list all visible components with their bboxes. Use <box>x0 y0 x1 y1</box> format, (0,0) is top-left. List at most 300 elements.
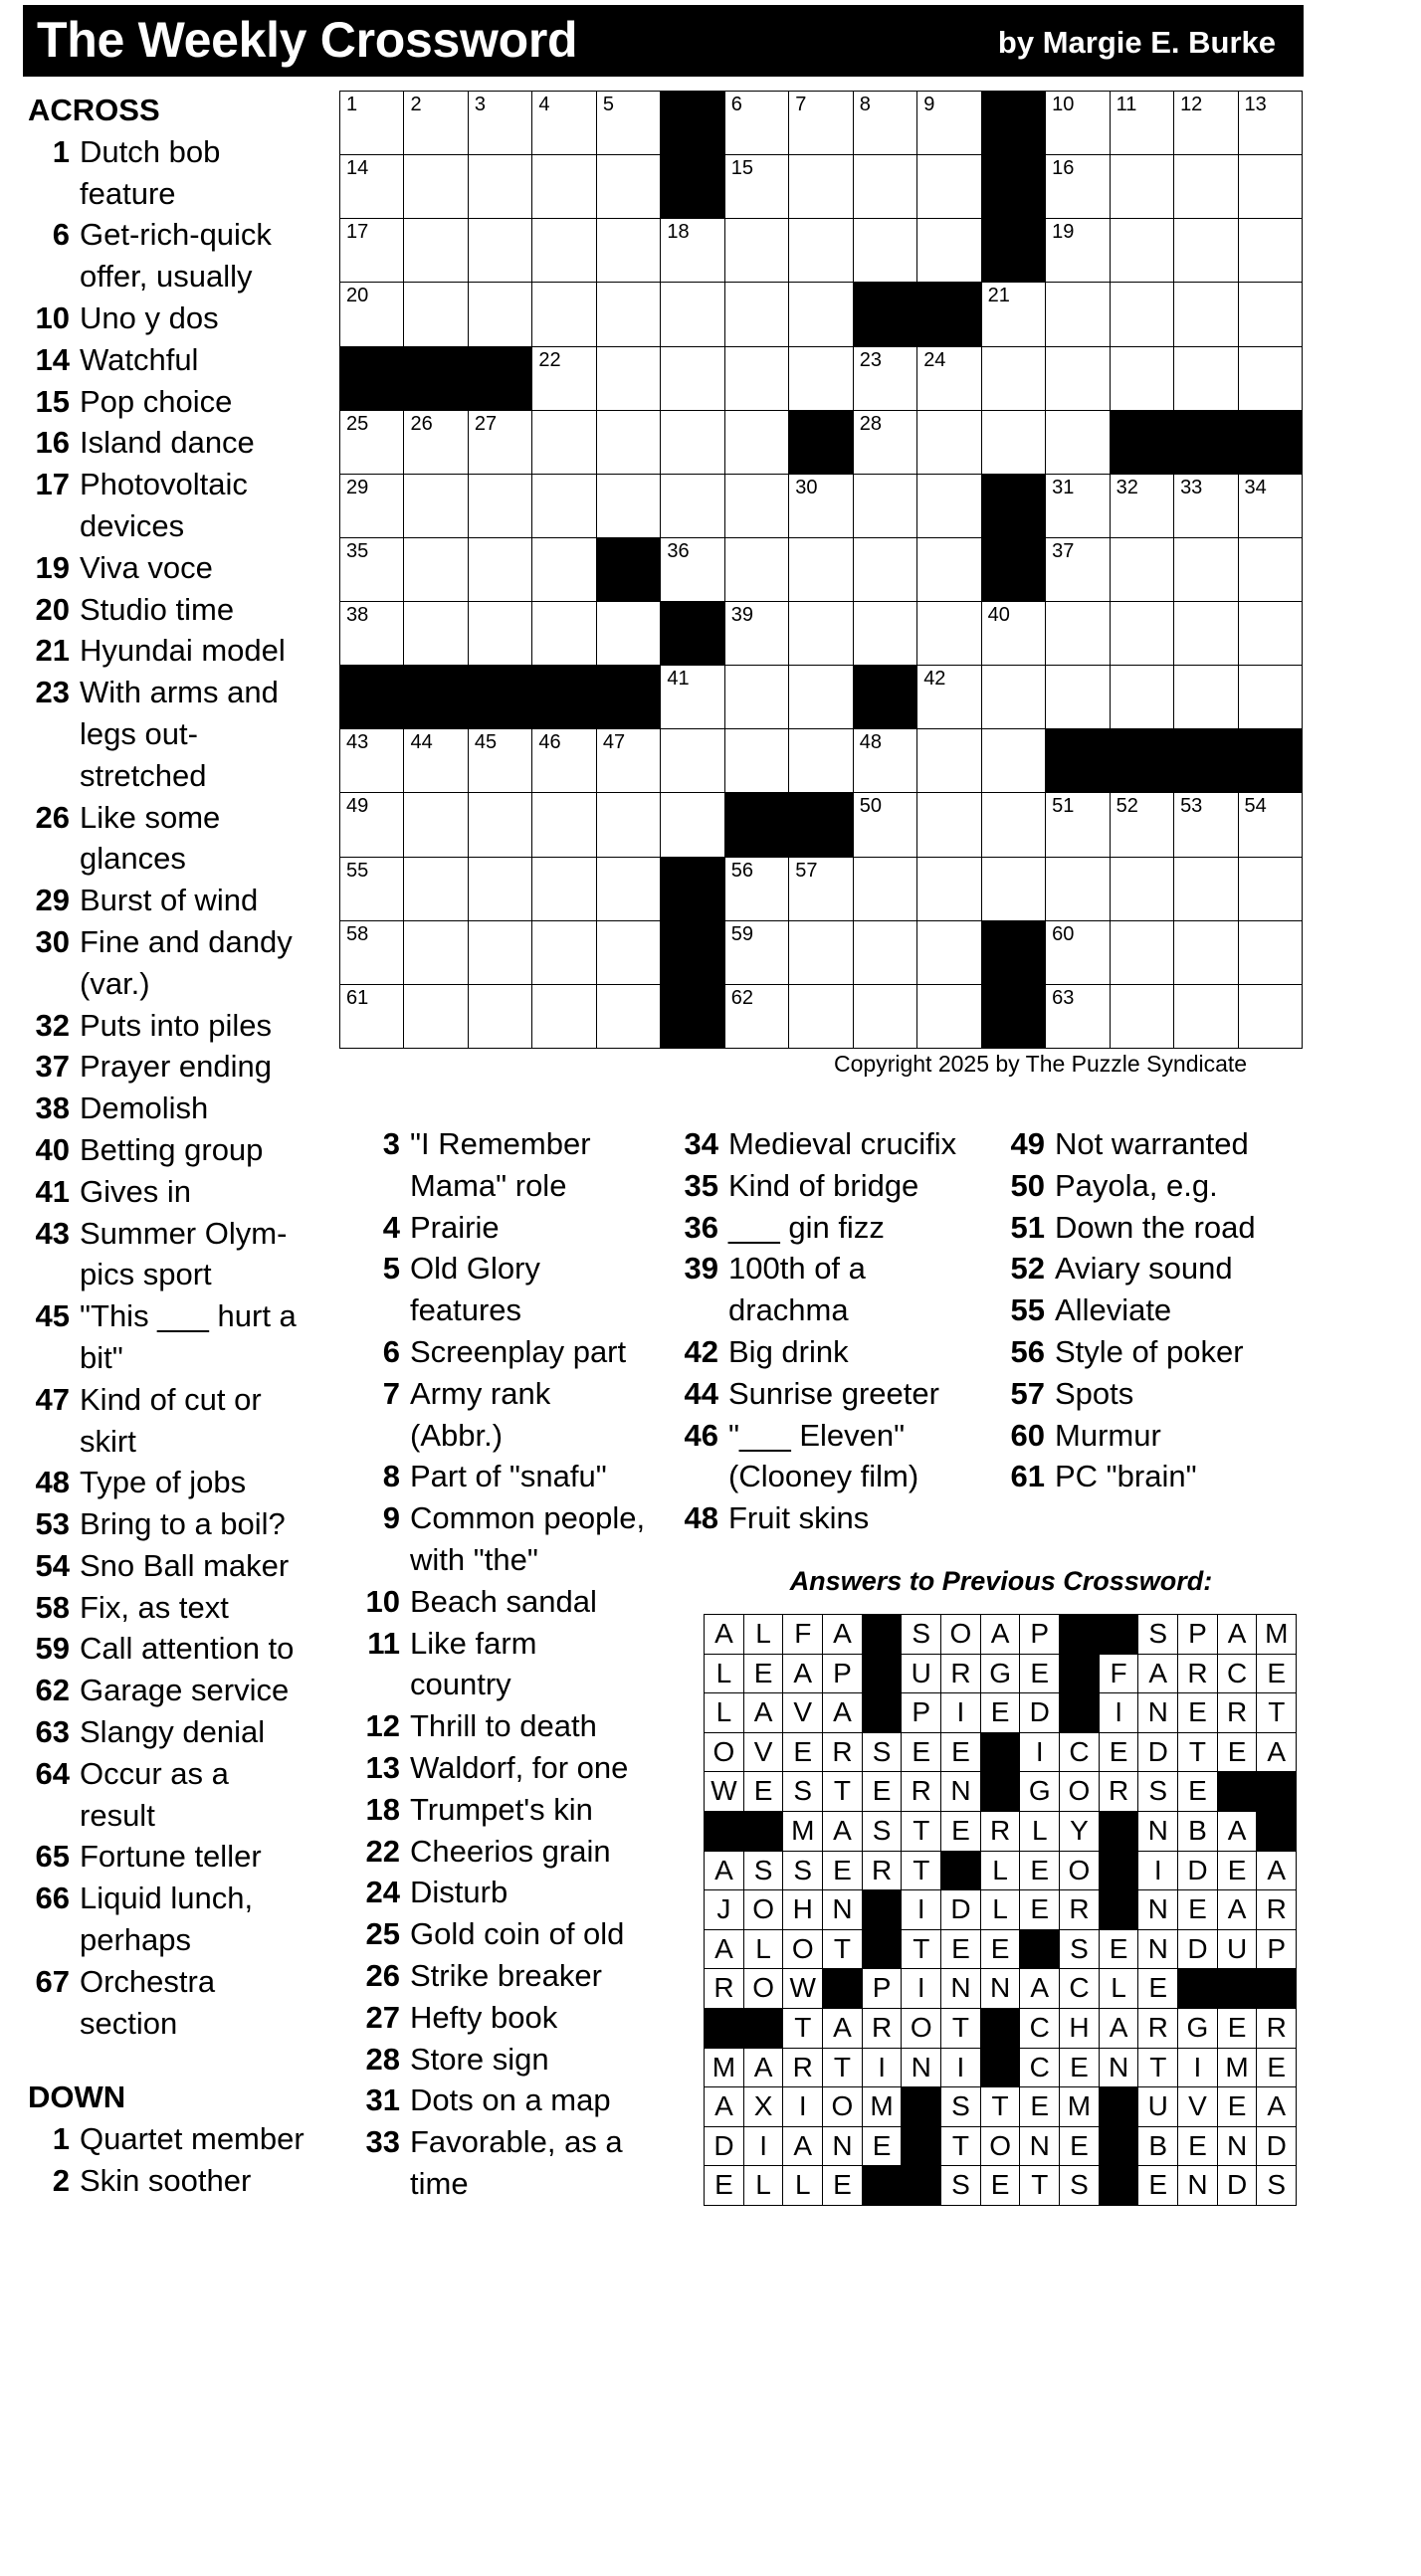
grid-cell[interactable] <box>1238 984 1304 1050</box>
grid-cell[interactable] <box>916 218 982 284</box>
grid-cell[interactable] <box>1045 346 1111 412</box>
clue-text <box>410 1872 675 1913</box>
grid-cell[interactable] <box>1173 346 1239 412</box>
grid-cell[interactable] <box>339 728 405 794</box>
answer-cell: E <box>901 1732 941 1773</box>
grid-cell[interactable] <box>531 474 597 539</box>
grid-cell[interactable] <box>1238 857 1304 922</box>
grid-cell[interactable] <box>981 410 1047 476</box>
cell-number: 12 <box>1180 94 1203 115</box>
clue-line: Thrill to death <box>410 1708 597 1744</box>
grid-cell[interactable] <box>1110 218 1175 284</box>
clue-item <box>28 2160 344 2202</box>
clue-number: 1 <box>52 133 70 169</box>
clue-item <box>358 1831 675 1873</box>
answer-cell: N <box>822 2126 863 2167</box>
grid-cell[interactable] <box>916 984 982 1050</box>
grid-cell[interactable] <box>981 282 1047 347</box>
grid-cell[interactable] <box>1173 537 1239 603</box>
grid-cell[interactable] <box>916 601 982 667</box>
answer-cell: R <box>862 1851 903 1891</box>
answer-cell: S <box>782 1771 823 1812</box>
grid-cell[interactable] <box>788 984 854 1050</box>
grid-cell[interactable] <box>1173 857 1239 922</box>
grid-cell[interactable] <box>403 857 469 922</box>
grid-block <box>468 665 533 730</box>
grid-cell[interactable] <box>596 984 662 1050</box>
answer-block <box>1256 1968 1297 2009</box>
grid-cell[interactable] <box>1045 537 1111 603</box>
grid-cell[interactable] <box>1110 920 1175 986</box>
grid-cell[interactable] <box>339 857 405 922</box>
grid-cell[interactable] <box>1238 920 1304 986</box>
grid-cell[interactable] <box>916 474 982 539</box>
answers-grid <box>704 1614 1296 2205</box>
grid-cell[interactable] <box>1238 601 1304 667</box>
answer-cell: A <box>704 2086 744 2127</box>
grid-cell[interactable] <box>531 218 597 284</box>
clue-item <box>28 1628 344 1670</box>
answer-cell: A <box>782 1654 823 1694</box>
puzzle-title: The Weekly Crossword <box>37 12 578 68</box>
grid-cell[interactable] <box>468 601 533 667</box>
grid-cell[interactable] <box>531 346 597 412</box>
grid-cell[interactable] <box>981 601 1047 667</box>
grid-cell[interactable] <box>1045 282 1111 347</box>
grid-cell[interactable] <box>531 91 597 156</box>
grid-cell[interactable] <box>531 537 597 603</box>
grid-cell[interactable] <box>596 728 662 794</box>
grid-cell[interactable] <box>403 601 469 667</box>
grid-cell[interactable] <box>788 601 854 667</box>
clue-line: Part of "snafu" <box>410 1459 607 1494</box>
answer-cell: I <box>901 1889 941 1930</box>
grid-cell[interactable] <box>468 920 533 986</box>
answer-cell: E <box>1059 2048 1100 2088</box>
clue-text <box>80 921 344 1005</box>
grid-cell[interactable] <box>1110 792 1175 858</box>
grid-cell[interactable] <box>531 792 597 858</box>
cell-number: 37 <box>1052 539 1075 562</box>
grid-cell[interactable] <box>339 920 405 986</box>
grid-cell[interactable] <box>1173 984 1239 1050</box>
answer-cell: N <box>1217 2126 1258 2167</box>
grid-cell[interactable] <box>596 474 662 539</box>
grid-cell[interactable] <box>853 857 918 922</box>
clue-line: With arms and <box>80 675 279 710</box>
grid-cell[interactable] <box>596 282 662 347</box>
grid-cell[interactable] <box>403 920 469 986</box>
grid-cell[interactable] <box>724 601 790 667</box>
down-clues-col1 <box>28 2077 344 2201</box>
grid-cell[interactable] <box>853 984 918 1050</box>
grid-cell[interactable] <box>596 857 662 922</box>
grid-cell[interactable] <box>1045 601 1111 667</box>
answer-cell: T <box>940 2126 981 2167</box>
grid-cell[interactable] <box>531 601 597 667</box>
clue-item <box>1003 1207 1312 1249</box>
answer-cell: M <box>1217 2048 1258 2088</box>
clue-item <box>28 1379 344 1463</box>
grid-cell[interactable] <box>468 91 533 156</box>
grid-cell[interactable] <box>916 91 982 156</box>
clue-number: 22 <box>365 1833 400 1869</box>
grid-cell[interactable] <box>468 984 533 1050</box>
answer-block <box>980 2048 1021 2088</box>
grid-cell[interactable] <box>788 728 854 794</box>
clue-item <box>28 1213 344 1296</box>
grid-cell[interactable] <box>403 474 469 539</box>
grid-cell[interactable] <box>1173 91 1239 156</box>
grid-cell[interactable] <box>468 474 533 539</box>
clue-number: 52 <box>1010 1251 1045 1287</box>
clue-item <box>28 1171 344 1213</box>
grid-cell[interactable] <box>531 728 597 794</box>
grid-cell[interactable] <box>1238 282 1304 347</box>
grid-cell[interactable] <box>531 857 597 922</box>
clue-line: Style of poker <box>1055 1333 1244 1369</box>
grid-cell[interactable] <box>403 410 469 476</box>
grid-cell[interactable] <box>468 218 533 284</box>
clue-line: Screenplay part <box>410 1333 627 1369</box>
grid-block <box>916 282 982 347</box>
grid-cell[interactable] <box>596 792 662 858</box>
grid-cell[interactable] <box>916 792 982 858</box>
grid-cell[interactable] <box>724 154 790 220</box>
clue-text <box>80 2160 344 2202</box>
grid-cell[interactable] <box>339 537 405 603</box>
grid-cell[interactable] <box>724 410 790 476</box>
answer-cell: E <box>1217 1732 1258 1773</box>
answer-cell: E <box>743 1654 784 1694</box>
answer-block <box>862 1614 903 1655</box>
answer-cell: L <box>743 1614 784 1655</box>
grid-cell[interactable] <box>1110 984 1175 1050</box>
clue-number: 46 <box>684 1417 718 1453</box>
cell-number: 17 <box>346 221 369 244</box>
grid-cell[interactable] <box>339 792 405 858</box>
grid-cell[interactable] <box>788 857 854 922</box>
grid-cell[interactable] <box>403 154 469 220</box>
grid-cell[interactable] <box>403 282 469 347</box>
answer-cell: A <box>1019 1968 1060 2009</box>
grid-block <box>339 665 405 730</box>
answer-cell: E <box>822 2165 863 2206</box>
cell-number: 31 <box>1052 476 1075 498</box>
grid-cell[interactable] <box>339 91 405 156</box>
grid-cell[interactable] <box>339 601 405 667</box>
grid-cell[interactable] <box>660 792 725 858</box>
grid-cell[interactable] <box>1110 282 1175 347</box>
grid-cell[interactable] <box>339 282 405 347</box>
grid-cell[interactable] <box>724 537 790 603</box>
grid-cell[interactable] <box>468 282 533 347</box>
grid-cell[interactable] <box>596 91 662 156</box>
grid-cell[interactable] <box>981 665 1047 730</box>
grid-cell[interactable] <box>339 154 405 220</box>
grid-cell[interactable] <box>1110 346 1175 412</box>
grid-cell[interactable] <box>1110 154 1175 220</box>
clue-text <box>410 2039 675 2081</box>
answer-cell: I <box>862 2048 903 2088</box>
grid-cell[interactable] <box>1173 601 1239 667</box>
grid-cell[interactable] <box>1238 537 1304 603</box>
grid-cell[interactable] <box>788 346 854 412</box>
grid-cell[interactable] <box>596 346 662 412</box>
grid-cell[interactable] <box>531 984 597 1050</box>
grid-cell[interactable] <box>788 154 854 220</box>
cell-number: 23 <box>859 348 882 371</box>
grid-cell[interactable] <box>1045 665 1111 730</box>
grid-cell[interactable] <box>1173 920 1239 986</box>
grid-cell[interactable] <box>1238 154 1304 220</box>
clue-text <box>80 1836 344 1878</box>
grid-cell[interactable] <box>724 474 790 539</box>
grid-cell[interactable] <box>660 728 725 794</box>
grid-cell[interactable] <box>788 91 854 156</box>
grid-cell[interactable] <box>724 218 790 284</box>
grid-cell[interactable] <box>1173 218 1239 284</box>
clue-line: drachma <box>728 1292 849 1328</box>
grid-cell[interactable] <box>724 920 790 986</box>
grid-cell[interactable] <box>788 474 854 539</box>
grid-cell[interactable] <box>981 792 1047 858</box>
grid-cell[interactable] <box>660 537 725 603</box>
grid-cell[interactable] <box>1110 665 1175 730</box>
grid-cell[interactable] <box>788 665 854 730</box>
clue-text <box>80 1587 344 1629</box>
grid-cell[interactable] <box>853 91 918 156</box>
grid-cell[interactable] <box>596 154 662 220</box>
grid-cell[interactable] <box>1045 984 1111 1050</box>
grid-cell[interactable] <box>853 792 918 858</box>
grid-cell[interactable] <box>853 218 918 284</box>
grid-cell[interactable] <box>853 537 918 603</box>
answer-cell: I <box>782 2086 823 2127</box>
grid-cell[interactable] <box>531 920 597 986</box>
clue-number: 10 <box>35 299 70 335</box>
grid-cell[interactable] <box>724 857 790 922</box>
grid-cell[interactable] <box>339 474 405 539</box>
grid-cell[interactable] <box>724 282 790 347</box>
clue-line: Occur as a <box>80 1755 229 1791</box>
clue-item <box>28 630 344 672</box>
grid-cell[interactable] <box>468 728 533 794</box>
grid-cell[interactable] <box>531 154 597 220</box>
answers-title: Answers to Previous Crossword: <box>789 1566 1213 1596</box>
grid-cell[interactable] <box>660 665 725 730</box>
grid-block <box>981 218 1047 284</box>
grid-cell[interactable] <box>788 282 854 347</box>
grid-cell[interactable] <box>1045 474 1111 539</box>
clue-number: 49 <box>1010 1126 1045 1161</box>
grid-cell[interactable] <box>1173 474 1239 539</box>
grid-cell[interactable] <box>916 154 982 220</box>
clue-line: Gold coin of old <box>410 1916 625 1952</box>
grid-cell[interactable] <box>916 728 982 794</box>
answer-cell: S <box>1137 1614 1178 1655</box>
grid-cell[interactable] <box>853 920 918 986</box>
grid-cell[interactable] <box>403 537 469 603</box>
grid-cell[interactable] <box>853 728 918 794</box>
grid-cell[interactable] <box>853 601 918 667</box>
cell-number: 26 <box>410 412 433 435</box>
grid-cell[interactable] <box>916 920 982 986</box>
clue-number: 29 <box>35 883 70 918</box>
grid-cell[interactable] <box>724 346 790 412</box>
grid-cell[interactable] <box>724 665 790 730</box>
grid-cell[interactable] <box>660 346 725 412</box>
grid-cell[interactable] <box>853 410 918 476</box>
answer-cell: E <box>862 2126 903 2167</box>
grid-cell[interactable] <box>916 410 982 476</box>
grid-cell[interactable] <box>403 91 469 156</box>
answer-cell: F <box>782 1614 823 1655</box>
grid-cell[interactable] <box>916 346 982 412</box>
grid-cell[interactable] <box>853 346 918 412</box>
grid-cell[interactable] <box>531 282 597 347</box>
clue-text <box>410 1705 675 1747</box>
grid-cell[interactable] <box>1045 792 1111 858</box>
answer-block <box>901 2086 941 2127</box>
grid-cell[interactable] <box>1173 154 1239 220</box>
grid-cell[interactable] <box>1238 218 1304 284</box>
cell-number: 40 <box>987 604 1010 627</box>
answer-cell: U <box>901 1654 941 1694</box>
cell-number: 30 <box>795 476 818 498</box>
grid-block <box>339 346 405 412</box>
clue-line: pics sport <box>80 1257 212 1292</box>
grid-cell[interactable] <box>403 728 469 794</box>
grid-cell[interactable] <box>403 218 469 284</box>
grid-cell[interactable] <box>1238 91 1304 156</box>
grid-block <box>403 346 469 412</box>
clue-text <box>80 1379 344 1463</box>
grid-cell[interactable] <box>468 410 533 476</box>
grid-cell[interactable] <box>724 984 790 1050</box>
grid-cell[interactable] <box>1238 346 1304 412</box>
grid-cell[interactable] <box>788 920 854 986</box>
grid-cell[interactable] <box>468 792 533 858</box>
grid-cell[interactable] <box>981 346 1047 412</box>
clue-text <box>410 1955 675 1997</box>
grid-block <box>1238 728 1304 794</box>
grid-cell[interactable] <box>853 474 918 539</box>
clue-line: Dutch bob <box>80 133 221 169</box>
grid-cell[interactable] <box>468 537 533 603</box>
clue-number: 17 <box>35 467 70 502</box>
grid-cell[interactable] <box>660 474 725 539</box>
grid-cell[interactable] <box>531 410 597 476</box>
grid-cell[interactable] <box>916 665 982 730</box>
grid-cell[interactable] <box>339 984 405 1050</box>
grid-cell[interactable] <box>468 857 533 922</box>
clue-text <box>80 880 344 921</box>
clue-item <box>358 1497 675 1581</box>
grid-cell[interactable] <box>1238 792 1304 858</box>
grid-cell[interactable] <box>660 410 725 476</box>
grid-cell[interactable] <box>468 154 533 220</box>
answer-cell: B <box>1177 1811 1218 1852</box>
clue-line: glances <box>80 841 186 877</box>
clue-item <box>1003 1165 1312 1207</box>
grid-cell[interactable] <box>403 984 469 1050</box>
grid-cell[interactable] <box>1045 857 1111 922</box>
answer-cell: L <box>743 1929 784 1970</box>
clue-number: 11 <box>367 1625 400 1661</box>
grid-cell[interactable] <box>724 91 790 156</box>
grid-cell[interactable] <box>1045 91 1111 156</box>
grid-cell[interactable] <box>660 282 725 347</box>
clue-text <box>80 1878 344 1961</box>
cell-number: 43 <box>346 731 369 754</box>
grid-cell[interactable] <box>916 537 982 603</box>
grid-cell[interactable] <box>596 218 662 284</box>
grid-cell[interactable] <box>853 154 918 220</box>
cell-number: 29 <box>346 476 369 498</box>
clue-text <box>1055 1165 1312 1207</box>
grid-cell[interactable] <box>403 792 469 858</box>
grid-cell[interactable] <box>1173 665 1239 730</box>
clue-item <box>358 1872 675 1913</box>
grid-cell[interactable] <box>1110 91 1175 156</box>
grid-cell[interactable] <box>981 728 1047 794</box>
clue-number: 55 <box>1010 1292 1045 1328</box>
grid-cell[interactable] <box>339 218 405 284</box>
cell-number: 55 <box>346 859 369 882</box>
grid-cell[interactable] <box>660 218 725 284</box>
grid-cell[interactable] <box>596 920 662 986</box>
grid-cell[interactable] <box>1045 410 1111 476</box>
clue-number: 26 <box>365 1957 400 1993</box>
grid-cell[interactable] <box>981 857 1047 922</box>
grid-cell[interactable] <box>1045 218 1111 284</box>
grid-cell[interactable] <box>596 601 662 667</box>
clue-item <box>28 339 344 381</box>
grid-cell[interactable] <box>1238 665 1304 730</box>
answer-block <box>1177 1968 1218 2009</box>
grid-cell[interactable] <box>788 218 854 284</box>
answer-block <box>1099 2165 1139 2206</box>
clue-number: 39 <box>684 1251 718 1287</box>
cell-number: 21 <box>987 285 1010 307</box>
grid-cell[interactable] <box>1238 474 1304 539</box>
grid-cell[interactable] <box>916 857 982 922</box>
grid-cell[interactable] <box>1110 601 1175 667</box>
clue-number: 42 <box>684 1333 718 1369</box>
clue-line: Like farm <box>410 1625 537 1661</box>
grid-cell[interactable] <box>1045 154 1111 220</box>
grid-cell[interactable] <box>1173 792 1239 858</box>
clue-item <box>28 131 344 215</box>
grid-cell[interactable] <box>1173 282 1239 347</box>
grid-cell[interactable] <box>724 728 790 794</box>
answer-cell: E <box>940 1929 981 1970</box>
grid-cell[interactable] <box>1045 920 1111 986</box>
grid-cell[interactable] <box>788 537 854 603</box>
grid-block <box>660 91 725 156</box>
grid-cell[interactable] <box>1110 537 1175 603</box>
answer-block <box>1099 1851 1139 1891</box>
cell-number: 56 <box>730 859 754 882</box>
grid-cell[interactable] <box>339 410 405 476</box>
clue-line: Common people, <box>410 1500 646 1536</box>
grid-cell[interactable] <box>1110 474 1175 539</box>
grid-cell[interactable] <box>596 410 662 476</box>
clue-line: Spots <box>1055 1375 1134 1411</box>
grid-cell[interactable] <box>1110 857 1175 922</box>
answer-cell: E <box>1177 1771 1218 1812</box>
